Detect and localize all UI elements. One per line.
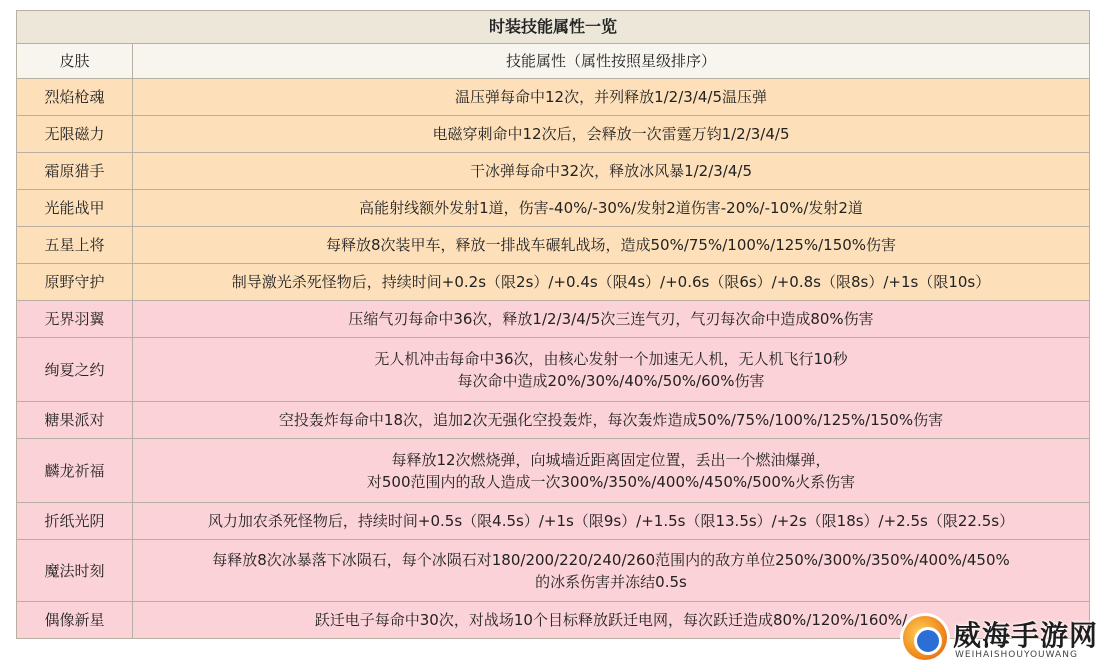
table-row [17,439,1090,503]
table-title: 时装技能属性一览 [17,11,1090,44]
header-attr: 技能属性（属性按照星级排序） [133,44,1090,79]
skill-attr-cell [133,153,1090,190]
skill-attr-line: 温压弹每命中12次，并列释放1/2/3/4/5温压弹 [454,88,768,106]
skill-table [16,10,1090,639]
table-row [17,79,1090,116]
skill-attr-cell [133,79,1090,116]
skill-attr-line: 干冰弹每命中32次，释放冰风暴1/2/3/4/5 [469,162,753,180]
skin-name-cell: 折纸光阴 [17,503,133,540]
skill-attr-line: 每释放8次装甲车，释放一排战车碾轧战场，造成50%/75%/100%/125%/150%伤害 [325,236,897,254]
table-row [17,503,1090,540]
skill-attr-cell [133,116,1090,153]
skin-name-cell: 烈焰枪魂 [17,79,133,116]
skin-name-cell: 糖果派对 [17,402,133,439]
skin-name-cell: 原野守护 [17,264,133,301]
skill-attr-cell [133,264,1090,301]
table-row [17,301,1090,338]
skin-name-cell: 霜原猎手 [17,153,133,190]
skill-attr-line: 跃迁电子每命中30次，对战场10个目标释放跃迁电网，每次跃迁造成80%/120%/160%/ [314,611,908,629]
skill-attr-cell [133,190,1090,227]
skin-name-cell: 光能战甲 [17,190,133,227]
skill-attr-line: 制导激光杀死怪物后，持续时间+0.2s（限2s）/+0.4s（限4s）/+0.6s（限6s）/+0.8s（限8s）/+1s（限10s） [231,273,991,291]
table-header-row [17,44,1090,79]
table-row [17,227,1090,264]
watermark-name: 威海手游网 [953,619,1099,652]
site-watermark-logo [903,610,1103,666]
skill-attr-line: 风力加农杀死怪物后，持续时间+0.5s（限4.5s）/+1s（限9s）/+1.5s（限13.5s）/+2s（限18s）/+2.5s（限22.5s） [207,512,1015,530]
table-row [17,338,1090,402]
skin-name-cell: 偶像新星 [17,602,133,639]
table-row [17,540,1090,602]
skin-name-cell: 魔法时刻 [17,540,133,602]
table-row [17,153,1090,190]
skill-attr-line: 空投轰炸每命中18次，追加2次无强化空投轰炸，每次轰炸造成50%/75%/100%/125%/150%伤害 [278,411,944,429]
skin-name-cell: 麟龙祈福 [17,439,133,503]
skill-attr-line: 高能射线额外发射1道，伤害-40%/-30%/发射2道伤害-20%/-10%/发射2道 [359,199,863,217]
logo-icon [903,616,947,660]
skill-attr-cell [133,338,1090,402]
skill-attr-line: 对500范围内的敌人造成一次300%/350%/400%/450%/500%火系伤害 [366,472,856,491]
skill-attr-line: 每释放8次冰暴落下冰陨石，每个冰陨石对180/200/220/240/260范围内的敌方单位250%/300%/350%/400%/450% [212,550,1010,569]
header-skin: 皮肤 [17,44,133,79]
skill-attr-line: 的冰系伤害并冻结0.5s [535,572,687,591]
table-row [17,116,1090,153]
skill-attr-line: 每次命中造成20%/30%/40%/50%/60%伤害 [457,371,765,390]
skill-table-container [16,10,1090,660]
skill-attr-line: 无人机冲击每命中36次，由核心发射一个加速无人机，无人机飞行10秒 [374,349,848,368]
skill-attr-cell [133,402,1090,439]
watermark-domain: WEIHAISHOUYOUWANG [955,650,1078,660]
skill-attr-cell [133,227,1090,264]
table-row [17,402,1090,439]
table-row [17,190,1090,227]
skill-attr-cell [133,439,1090,503]
skill-attr-cell [133,301,1090,338]
skin-name-cell: 无界羽翼 [17,301,133,338]
table-row [17,264,1090,301]
skin-name-cell: 五星上将 [17,227,133,264]
skill-attr-cell [133,540,1090,602]
skill-attr-line: 每释放12次燃烧弹，向城墙近距离固定位置，丢出一个燃油爆弹， [391,450,831,469]
skill-attr-line: 压缩气刃每命中36次，释放1/2/3/4/5次三连气刃，气刃每次命中造成80%伤害 [348,310,874,328]
skin-name-cell: 无限磁力 [17,116,133,153]
skill-attr-line: 电磁穿刺命中12次后，会释放一次雷霆万钧1/2/3/4/5 [432,125,790,143]
skill-attr-cell [133,503,1090,540]
skin-name-cell: 绚夏之约 [17,338,133,402]
table-title-row [17,11,1090,44]
